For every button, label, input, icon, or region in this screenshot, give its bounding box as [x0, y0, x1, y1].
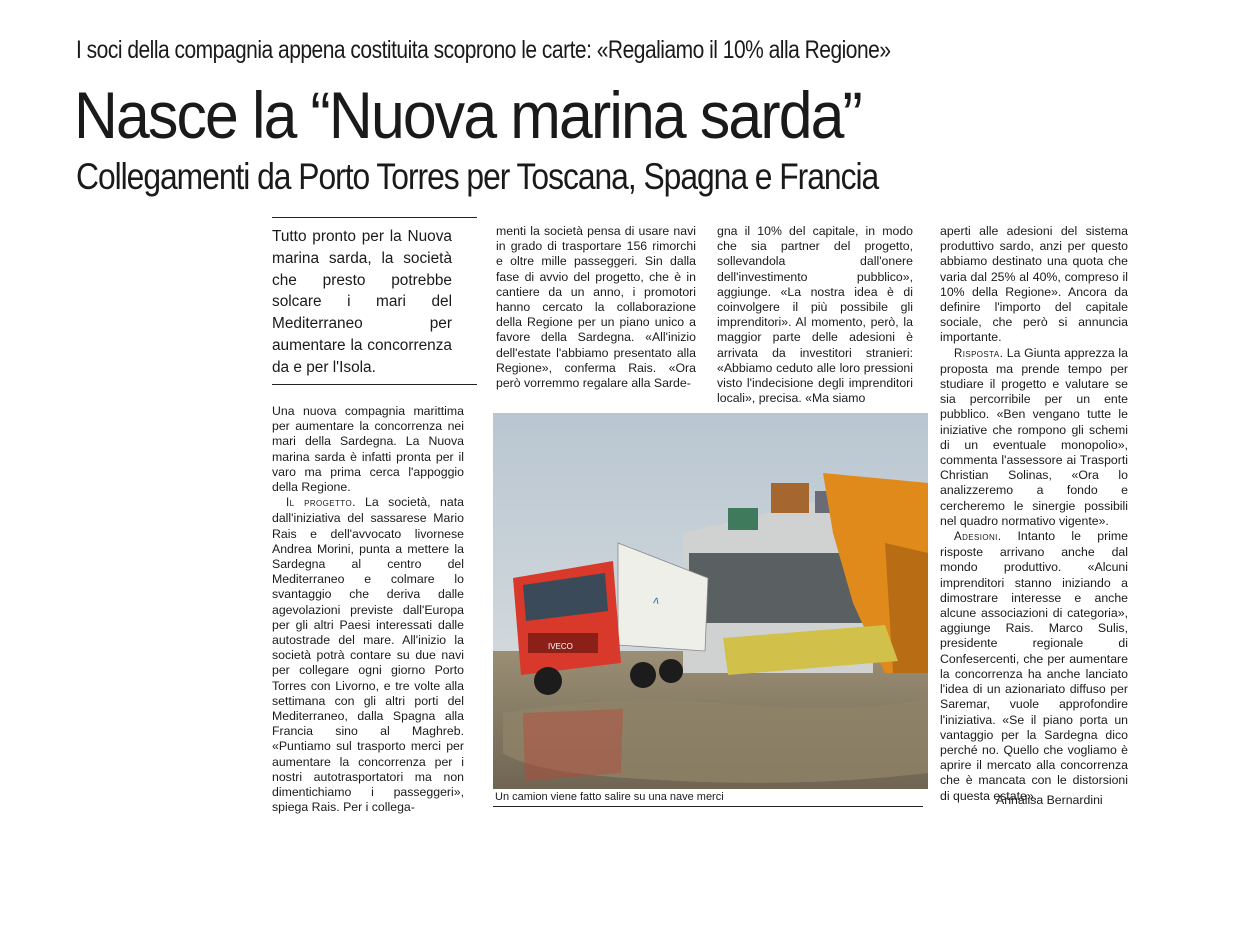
article-byline: Annalisa Bernardini: [996, 793, 1103, 807]
column-4-paragraph: Risposta. La Giunta apprezza la proposta ma prende tempo per studiare il progetto e valutare se sia percorribile per un ente pubblico. «Ben vengano tutte le iniziative che rompono gli schemi di un eventuale monopolio», commenta l'assessore ai Trasporti Christian Solinas, «Ora lo analizzeremo a fondo e cercheremo le sinergie possibili nel quadro normativo vigente».: [940, 345, 1128, 528]
article-headline: Nasce la “Nuova marina sarda”: [74, 78, 861, 152]
column-2-paragraph: menti la società pensa di usare navi in grado di trasportare 156 rimorchi e oltre mille passeggeri. Sin dalla fase di avvio del progetto, che è in cantiere da un anno, i promotori hanno cercato la collaborazione della Regione per un piano unico a favore della Sardegna. «All'inizio dell'estate l'abbiamo presentato alla Regione», conferma Rais. «Ora però vorremmo regalare alla Sarde-: [496, 224, 696, 391]
column-1-paragraph: Una nuova compagnia marittima per aumentare la concorrenza nei mari della Sardegna. La Nuova marina sarda è infatti pronta per il varo ma prima cerca l'appoggio della Regione.: [272, 404, 464, 495]
column-1-paragraph-text: La società, nata dall'iniziativa del sassarese Mario Rais e dell'avvocato livornese Andrea Morini, punta a mettere la Sardegna al centro del Mediterraneo e colmare lo svantaggio che deriva dalle agevolazioni previste dall'Europa per gli altri Paesi interessati dalle autostrade del mare. All'inizio la società potrà contare su due navi per collegare ogni giorno Porto Torres con Livorno, e tre volte alla settimana con gli altri porti del Mediterraneo, dalla Spagna alla Francia sino al Maghreb. «Puntiamo sul trasporto merci per aumentare la concorrenza per i nostri autotrasportatori ma non dimentichiamo i passeggeri», spiega Rais. Per i collega-: [272, 495, 464, 815]
news-photo: [493, 413, 928, 789]
lead-bottom-rule: [272, 384, 477, 385]
truck-wheel: [630, 662, 656, 688]
truck-ship-photo: [493, 413, 928, 789]
section-heading-adesioni: Adesioni: [954, 531, 998, 544]
truck-cab-badge: IVECO: [548, 642, 573, 651]
column-3-paragraph: gna il 10% del capitale, in modo che sia partner del progetto, sollevandola dall'onere dell'investimento pubblico», aggiunge. «La nostra idea è di coinvolgere il più possibile gli imprenditori». Al momento, però, la maggior parte delle adesioni è arrivata da investitori stranieri: «Abbiamo ceduto alle loro pressioni visto l'indecisione degli imprenditori locali», precisa. «Ma siamo: [717, 224, 913, 406]
caption-rule: [493, 806, 923, 807]
column-1-paragraph: Il progetto. La società, nata dall'iniziativa del sassarese Mario Rais e dell'avvocato livornese Andrea Morini, punta a mettere la Sardegna al centro del Mediterraneo e colmare lo svantaggio che deriva dalle agevolazioni previste dall'Europa per gli altri Paesi interessati dalle autostrade del mare. All'inizio la società potrà contare su due navi per collegare ogni giorno Porto Torres con Livorno, e tre volte alla settimana con gli altri porti del Mediterraneo, dalla Spagna alla Francia sino al Maghreb. «Puntiamo sul trasporto merci per aumentare la concorrenza per i nostri autotrasportatori ma non dimentichiamo i passeggeri», spiega Rais. Per i collega-: [272, 495, 464, 815]
article-lead: Tutto pronto per la Nuova marina sarda, la società che presto potrebbe solcare i mari del Mediterraneo per aumentare la concorrenza da e per l'Isola.: [272, 228, 452, 376]
truck-wheel: [659, 659, 683, 683]
article-subhead: Collegamenti da Porto Torres per Toscana, Spagna e Francia: [76, 156, 879, 197]
section-heading-risposta: Risposta: [954, 347, 1000, 360]
column-2: [496, 224, 696, 391]
column-1: [272, 404, 464, 815]
column-4-paragraph-text: Intanto le prime risposte arrivano anche dal mondo produttivo. «Alcuni imprenditori stanno iniziando a dimostrare interesse e anche alcune associazioni di categoria», aggiunge Rais. Marco Sulis, presidente regionale di Confesercenti, che per aumentare la concorrenza ha anche lanciato l'idea di un azionariato diffuso per Saremar, vuole approfondire l'iniziativa. «Se il piano porta un vantaggio per la Sardegna dico perché no. Quello che vogliamo è aprire il mercato alla concorrenza che è mancata con le distorsioni di questa estate».: [940, 529, 1128, 803]
column-4-paragraph-text: La Giunta apprezza la proposta ma prende tempo per studiare il progetto e valutare se sia percorribile per un ente pubblico. «Ben vengano tutte le iniziative che rompono gli schemi di un eventuale monopolio», commenta l'assessore ai Trasporti Christian Solinas, «Ora lo analizzeremo a fondo e cercheremo le sinergie possibili nel quadro normativo vigente».: [940, 345, 1128, 528]
trailer-logo: ʌ: [652, 594, 660, 607]
column-3: [717, 224, 913, 406]
ship-cargo-2: [771, 483, 809, 513]
column-4: [940, 224, 1128, 804]
section-heading-progetto: Il progetto: [286, 497, 353, 510]
ship-cargo-1: [728, 508, 758, 530]
lead-top-rule: [272, 217, 477, 218]
truck-reflection: [523, 709, 623, 781]
column-4-paragraph: Adesioni. Intanto le prime risposte arrivano anche dal mondo produttivo. «Alcuni imprenditori stanno iniziando a dimostrare interesse e anche alcune associazioni di categoria», aggiunge Rais. Marco Sulis, presidente regionale di Confesercenti, che per aumentare la concorrenza ha anche lanciato l'idea di un azionariato diffuso per Saremar, vuole approfondire l'iniziativa. «Se il piano porta un vantaggio per la Sardegna dico perché no. Quello che vogliamo è aprire il mercato alla concorrenza che è mancata con le distorsioni di questa estate».: [940, 529, 1128, 803]
photo-caption: Un camion viene fatto salire su una nave merci: [495, 791, 724, 803]
truck-wheel: [534, 667, 562, 695]
article-kicker: I soci della compagnia appena costituita scoprono le carte: «Regaliamo il 10% alla Regione»: [76, 36, 891, 64]
column-4-paragraph: aperti alle adesioni del sistema produttivo sardo, anzi per questo abbiamo destinato una quota che varia dal 25% al 40%, compreso il 10% della Regione». Ancora da definire l'importo del capitale sociale, che però si annuncia importante.: [940, 224, 1128, 345]
